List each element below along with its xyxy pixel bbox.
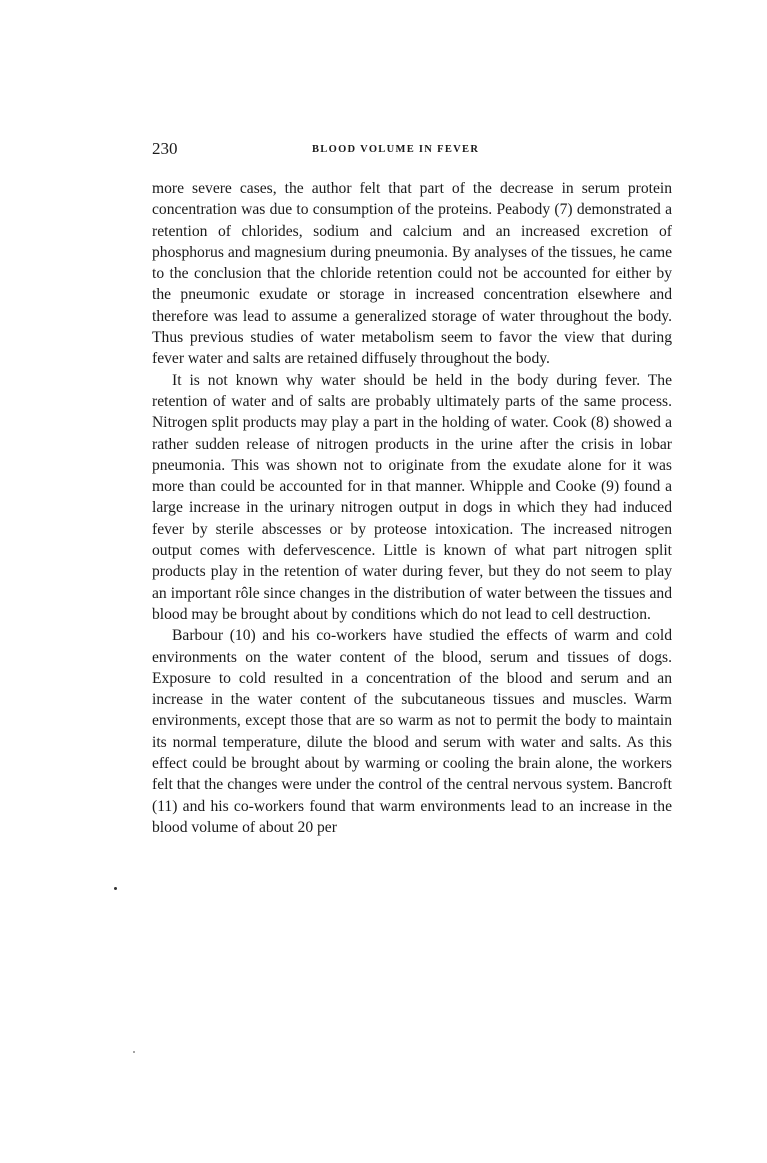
body-text: [152, 178, 672, 838]
running-title: BLOOD VOLUME IN FEVER: [312, 144, 480, 155]
paragraph-3: Barbour (10) and his co-workers have studied the effects of warm and cold environments on the water content of the blood, serum and tissues of dogs. Exposure to cold resulted in a concentration of the blood and serum and an increase in the water content of the subcutaneous tissues and muscles. Warm environments, except those that are so warm as not to permit the body to maintain its normal temperature, dilute the blood and serum with water and salts. As this effect could be brought about by warming or cooling the brain alone, the workers felt that the changes were under the control of the central nervous system. Bancroft (11) and his co-workers found that warm environments lead to an increase in the blood volume of about 20 per: [152, 627, 672, 836]
paragraph-1: more severe cases, the author felt that part of the decrease in serum protein concentration was due to consumption of the proteins. Peabody (7) demonstrated a retention of chlorides, sodium and calcium and an increased excretion of phosphorus and magnesium during pneumonia. By analyses of the tissues, he came to the conclusion that the chloride retention could not be accounted for either by the pneumonic exudate or storage in increased concentration elsewhere and therefore was lead to assume a generalized storage of water throughout the body. Thus previous studies of water metabolism seem to favor the view that during fever water and salts are retained diffusely throughout the body.: [152, 180, 672, 368]
page-header: [152, 137, 672, 161]
page-number: 230: [152, 139, 178, 158]
paragraph-2: It is not known why water should be held in the body during fever. The retention of water and of salts are probably ultimately parts of the same process. Nitrogen split products may play a part in the holding of water. Cook (8) showed a rather sudden release of nitrogen products in the urine after the crisis in lobar pneumonia. This was shown not to originate from the exudate alone for it was more than could be accounted for in that manner. Whipple and Cooke (9) found a large increase in the urinary nitrogen output in dogs in which they had induced fever by sterile abscesses or by proteose intoxication. The increased nitrogen output comes with defervescence. Little is known of what part nitrogen split products play in the retention of water during fever, but they do not seem to play an important rôle since changes in the distribution of water between the tissues and blood may be brought about by conditions which do not lead to cell destruction.: [152, 371, 672, 623]
scan-speck: [133, 1051, 135, 1053]
scan-speck: [114, 887, 117, 890]
